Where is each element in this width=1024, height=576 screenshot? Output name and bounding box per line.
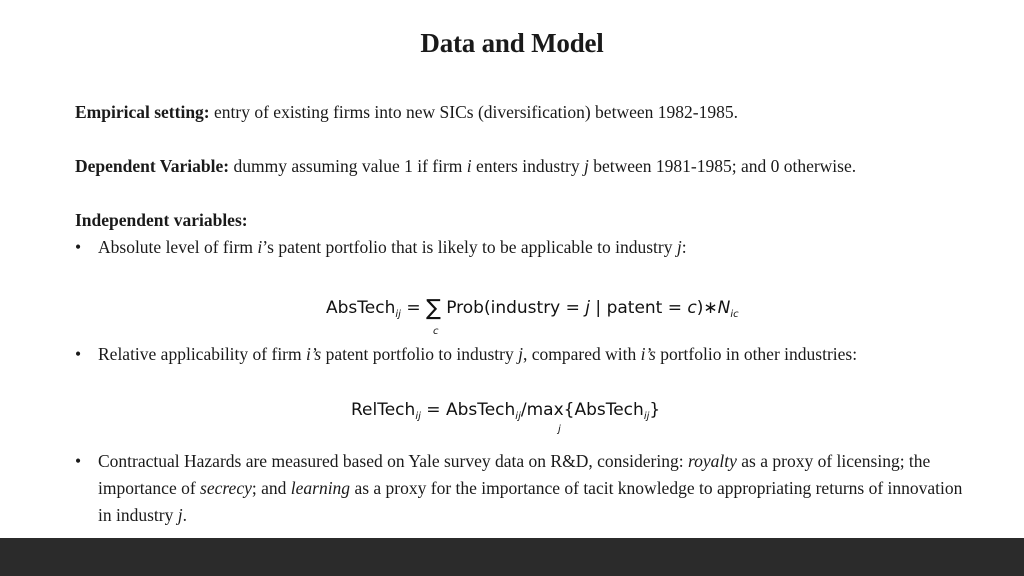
var-j: j xyxy=(583,156,589,176)
empirical-text: entry of existing firms into new SICs (diversification) between 1982-1985. xyxy=(214,102,738,122)
empirical-label: Empirical setting: xyxy=(75,102,210,122)
bullet-text: Relative applicability of firm i’s patent portfolio to industry j, compared with i’s portfolio in other industries: xyxy=(98,344,858,364)
bullet-absolute-level xyxy=(75,234,975,261)
bullet-contractual-hazards xyxy=(75,448,995,529)
formula-reltech: RelTech$_{ij}$ = AbsTech$_{ij}$/max{AbsTech$_{ij}$} j xyxy=(351,400,661,435)
var-i: i xyxy=(466,156,472,176)
bullet-icon: • xyxy=(75,451,82,471)
bullet-icon: • xyxy=(75,237,82,257)
dependent-text: between 1981-1985; and 0 otherwise. xyxy=(593,156,857,176)
independent-label: Independent variables: xyxy=(75,210,248,230)
bullet-text: Absolute level of firm i’s patent portfolio that is likely to be applicable to industry j: xyxy=(98,237,687,257)
bullet-relative-applicability xyxy=(75,341,995,368)
dependent-variable xyxy=(75,153,856,180)
empirical-setting xyxy=(75,99,738,126)
bullet-icon: • xyxy=(75,344,82,364)
dependent-text: enters industry xyxy=(476,156,580,176)
max-index: j xyxy=(558,424,561,435)
footer-bar xyxy=(0,538,1024,576)
bullet-text: Contractual Hazards are measured based on Yale survey data on R&D, considering: royalty as a proxy of licensing; the importance of secrecy; and learning as a proxy for the importance of tacit knowledge to appropriating returns of innovation in industry j. xyxy=(98,451,963,525)
dependent-label: Dependent Variable: xyxy=(75,156,230,176)
slide-title: Data and Model xyxy=(420,28,604,58)
formula-abstech: AbsTech$_{ij}$ = ∑ Prob(industry = j | patent = $c)∗N_{ic}$ c xyxy=(326,296,739,337)
dependent-text: dummy assuming value 1 if firm xyxy=(233,156,463,176)
independent-heading xyxy=(75,207,248,234)
sum-icon: ∑ xyxy=(425,296,441,321)
sum-index: c xyxy=(433,326,439,337)
